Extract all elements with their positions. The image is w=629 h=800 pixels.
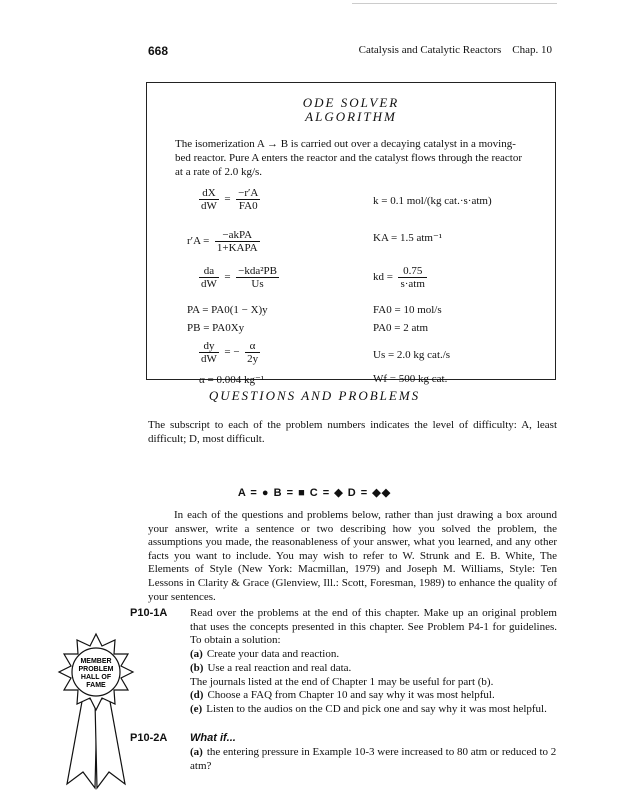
param-wf: Wf = 500 kg cat. <box>373 373 448 385</box>
eq-da-dw: $\frac{da}{dW}$ = $\frac{\text{−kda²PB}}{Us}$ <box>201 265 277 290</box>
problem-hall-of-fame-badge <box>57 632 135 792</box>
problem-10-2-number: P10-2A <box>130 732 168 744</box>
list-item: (e) Listen to the audios on the CD and pick one and say why it was most helpful. <box>190 703 547 715</box>
instructions-paragraph: In each of the questions and problems below, rather than just drawing a box around your answer, write a sentence or two describing how you solved the problem, the assumptions you made, the reasonableness of your answer, what you learned, and any other facts you want to include. You may wish to refer to W. Strunk and E. B. White, The Elements of Style (New York: Macmillan, 1979) and Joseph M. Williams, Style: Ten Lessons in Clarity & Grace (Glenview, Ill.: Scott, Foresman, 1989) to enhance the quality of your sentences. <box>148 509 557 603</box>
difficulty-legend: A = ● B = ■ C = ◆ D = ◆◆ <box>237 487 392 499</box>
svg-text:HALL OF: HALL OF <box>80 674 112 681</box>
list-item: (a) Create your data and reaction. <box>190 648 340 660</box>
box-title-line1: ODE SOLVER <box>302 95 400 110</box>
list-item: (a) the entering pressure in Example 10-3 were increased to 80 atm or reduced to 2 atm? <box>190 746 557 772</box>
list-item: (d) Choose a FAQ from Chapter 10 and say why it was most helpful. <box>190 689 495 701</box>
svg-text:MEMBER: MEMBER <box>80 658 112 665</box>
problem-10-1-number: P10-1A <box>130 607 168 619</box>
list-item: The journals listed at the end of Chapter 1 may be useful for part (b). <box>190 676 494 688</box>
problem-10-1-text: Read over the problems at the end of this chapter. Make up an original problem that uses the concepts presented in this chapter. See Problem P4-1 for guidelines. To obtain a solution: <box>190 607 557 647</box>
eq-alpha: α = 0.004 kg⁻¹ <box>199 374 265 386</box>
param-fa0: FA0 = 10 mol/s <box>373 304 442 316</box>
eq-pa: PA = PA0(1 − X)y <box>187 304 268 316</box>
param-us: Us = 2.0 kg cat./s <box>373 349 451 361</box>
box-title-line2: ALGORITHM <box>305 109 397 124</box>
param-kd: kd = $\frac{0.75}{\text{s·atm}}$ <box>373 265 425 290</box>
ode-solver-box <box>146 82 556 386</box>
eq-pb: PB = PA0Xy <box>187 322 245 334</box>
param-ka: KA = 1.5 atm⁻¹ <box>373 232 443 244</box>
questions-problems-title: QUESTIONS AND PROBLEMS <box>208 388 421 403</box>
top-rule <box>352 3 557 4</box>
running-title: Catalysis and Catalytic Reactors Chap. 10 <box>358 44 552 56</box>
param-pa0: PA0 = 2 atm <box>373 322 428 334</box>
svg-text:FAME: FAME <box>86 682 106 689</box>
box-intro: The isomerization A → B is carried out over a decaying catalyst in a moving-bed reactor. Pure A enters the reactor and the catalyst flows through the reactor at a rate of 2.0 kg/s. <box>175 138 522 178</box>
list-item: (b) Use a real reaction and real data. <box>190 662 352 674</box>
param-k: k = 0.1 mol/(kg cat.·s·atm) <box>373 195 492 207</box>
subscript-note: The subscript to each of the problem numbers indicates the level of difficulty: A, least difficult; D, most difficult. <box>148 419 557 445</box>
eq-dy-dw: $\frac{dy}{dW}$ = − $\frac{\alpha}{2y}$ <box>201 340 259 365</box>
page-number: 668 <box>148 44 169 58</box>
eq-rate-law: r′A = $\frac{\text{−akPA}}{\text{1+KAPA}}$ <box>187 229 258 254</box>
problem-10-2-heading: What if... <box>190 732 236 744</box>
eq-dx-dw: $\frac{dX}{dW}$ = $\frac{-r'A}{FA0}$ <box>201 187 259 212</box>
svg-text:PROBLEM: PROBLEM <box>78 666 114 673</box>
